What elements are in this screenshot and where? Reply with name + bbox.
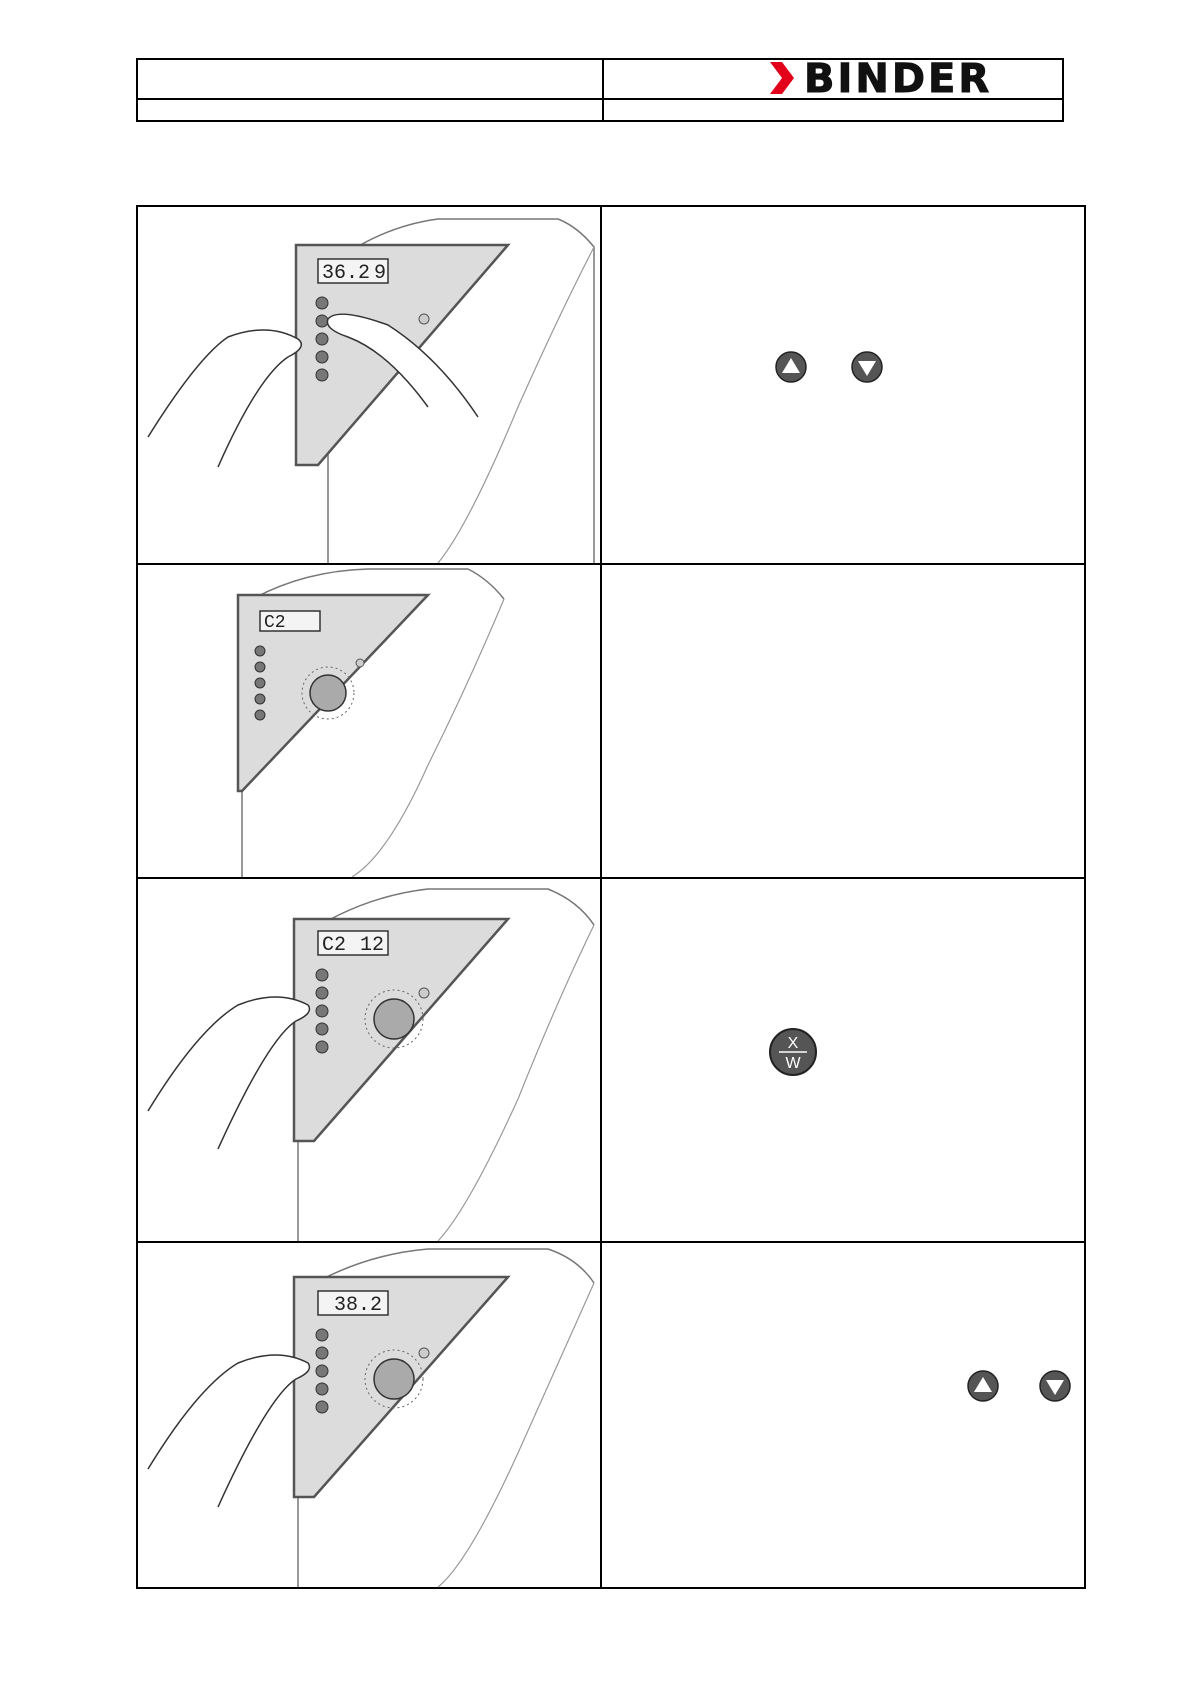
up-arrow-key <box>774 350 808 384</box>
controller-illustration-1 <box>138 207 600 563</box>
up-arrow-key <box>966 1369 1000 1403</box>
xw-key <box>768 1027 818 1077</box>
brand-wordmark: BINDER <box>804 56 993 102</box>
down-arrow-key <box>1038 1369 1072 1403</box>
xw-key-top-label: X <box>787 1035 799 1052</box>
down-arrow-key <box>850 350 884 384</box>
display-suffix-1: 9 <box>374 262 387 285</box>
display-suffix-3: 12 <box>360 934 385 957</box>
display-readout-4: 38.2 <box>334 1294 383 1317</box>
display-readout-1: 36.2 <box>322 262 371 285</box>
step-row-2 <box>138 563 1084 879</box>
display-readout-2: C2 <box>264 613 286 633</box>
controller-illustration-2 <box>138 565 600 879</box>
steps-table <box>136 205 1086 1589</box>
step-row-3 <box>138 877 1084 1243</box>
controller-illustration-4 <box>138 1243 600 1589</box>
step-row-1 <box>138 207 1084 563</box>
step-row-4 <box>138 1241 1084 1589</box>
controller-illustration-3 <box>138 879 600 1243</box>
binder-logo-mark-icon <box>770 62 798 94</box>
header-divider <box>602 60 604 120</box>
binder-logo <box>770 56 1060 102</box>
display-readout-3: C2 <box>322 934 347 957</box>
xw-key-bottom-label: W <box>785 1055 801 1072</box>
